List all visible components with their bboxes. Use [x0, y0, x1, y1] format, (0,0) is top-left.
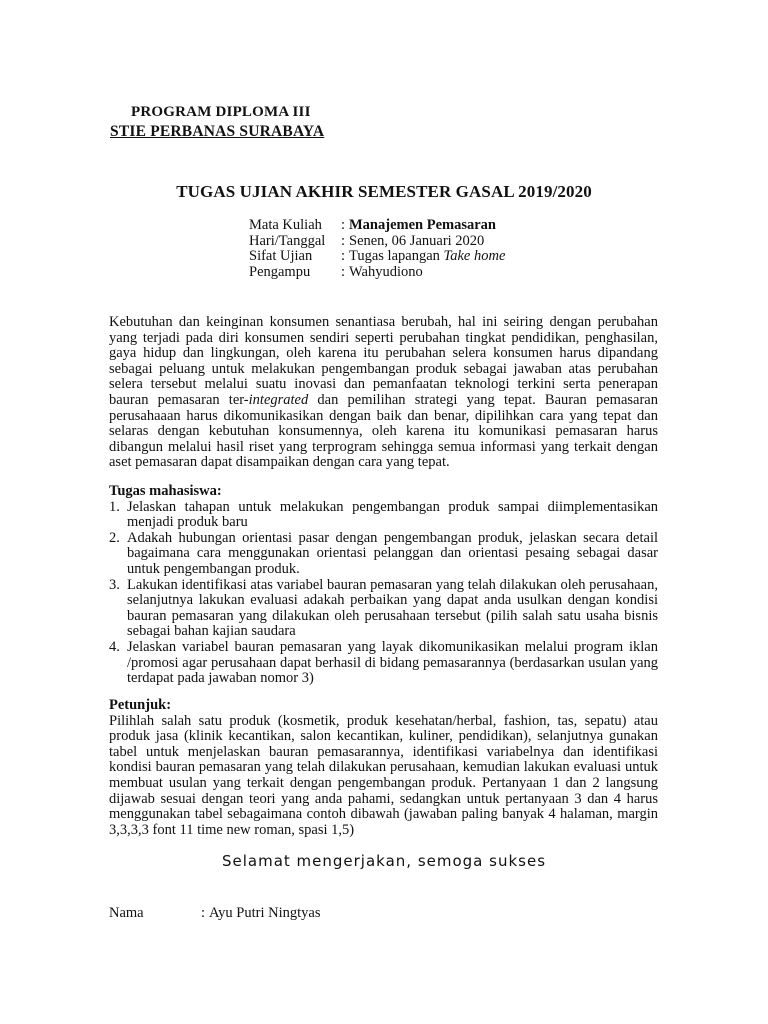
exam-date: Senen, 06 Januari 2020: [349, 232, 485, 249]
exam-info-label: Mata Kuliah: [249, 217, 322, 233]
intro-text-italic: integrated: [248, 391, 309, 408]
program-name: PROGRAM DIPLOMA III: [131, 104, 311, 120]
exam-info-separator: :: [341, 263, 346, 280]
intro-text-part2: dan pemilihan strategi yang tepat. Bauran pemasaran perusahaaan harus dikomunikasikan dengan baik dan benar, dipilihkan cara yang tepat dan selaras dengan kebutuhan konsumennya, oleh karena itu komunikasi pemasaran harus dibangun melalui hasil riset yang terprogram sehingga semua informasi yang terkait dengan aset pemasaran dapat disampaikan dengan cara yang tepat.: [109, 391, 658, 471]
exam-type: [349, 249, 505, 265]
tasks-section: [109, 484, 658, 687]
list-item-text: Jelaskan variabel bauran pemasaran yang layak dikomunikasikan melalui program iklan /promosi agar perusahaan dapat berhasil di bidang pemasarannya (berdasarkan usulan yang terdapat pada jawaban nomor 3): [127, 638, 658, 687]
intro-text-part1: Kebutuhan dan keinginan konsumen senantiasa berubah, hal ini seiring dengan perubahan yang terjadi pada diri konsumen sendiri seperti perubahan tingkat pendidikan, penghasilan, gaya hidup dan lingkungan, oleh karena itu perubahan selera konsumen harus dipandang sebagai peluang untuk melakukan pengembangan produk sebagai jawaban atas perubahan selera tersebut melalui suatu inovasi dan pemanfaatan teknologi terkini serta penerapan bauran pemasaran ter-: [109, 314, 658, 408]
list-item-text: Jelaskan tahapan untuk melakukan pengembangan produk sampai diimplementasikan menjadi produk baru: [127, 498, 658, 531]
student-name-separator: :: [201, 905, 206, 921]
exam-info-separator: :: [341, 232, 346, 249]
list-item: [109, 500, 658, 531]
student-name-label: Nama: [109, 905, 144, 921]
exam-info-label: Pengampu: [249, 263, 311, 280]
list-item-text: Lakukan identifikasi atas variabel bauran pemasaran yang telah dilakukan oleh perusahaan, selanjutnya lakukan evaluasi adakah perbaikan yang dapat anda usulkan dengan kondisi bauran pemasaran yang dilakukan oleh perusahaan tersebut (pilih salah satu usaha bisnis sebagai bahan kajian saudara: [127, 576, 658, 640]
student-name-value: Ayu Putri Ningtyas: [209, 905, 321, 921]
list-item: [109, 640, 658, 687]
hints-section: [109, 698, 658, 838]
list-item: [109, 531, 658, 578]
student-name-row: [109, 905, 320, 922]
lecturer-name: Wahyudiono: [349, 263, 423, 280]
institution-header: [110, 103, 324, 141]
exam-type-italic: Take home: [443, 248, 506, 264]
exam-info-row: [249, 249, 505, 265]
list-item: [109, 578, 658, 640]
hints-heading: Petunjuk:: [109, 697, 172, 713]
document-title: TUGAS UJIAN AKHIR SEMESTER GASAL 2019/2020: [176, 182, 592, 201]
list-item-number: 2.: [109, 529, 120, 546]
exam-info-label: Sifat Ujian: [249, 248, 313, 264]
exam-info-row: [249, 265, 505, 281]
tasks-heading: Tugas mahasiswa:: [109, 483, 222, 499]
list-item-number: 1.: [109, 498, 120, 515]
intro-text: [109, 315, 658, 471]
course-name: Manajemen Pemasaran: [349, 217, 496, 233]
exam-info-row: [249, 234, 505, 250]
exam-info-separator: :: [341, 217, 346, 233]
list-item-number: 4.: [109, 638, 120, 655]
tasks-list: [109, 500, 658, 687]
intro-paragraph: [109, 315, 658, 471]
exam-info-separator: :: [341, 248, 346, 264]
list-item-text: Adakah hubungan orientasi pasar dengan pengembangan produk, jelaskan secara detail bagaimana cara menggunakan orientasi pelanggan dan orientasi pesaing sebagai dasar untuk pengembangan produk.: [127, 529, 658, 577]
institution-name: STIE PERBANAS SURABAYA: [110, 123, 325, 140]
closing-message: Selamat mengerjakan, semoga sukses: [221, 852, 547, 870]
exam-info-label: Hari/Tanggal: [249, 232, 326, 249]
list-item-number: 3.: [109, 576, 120, 593]
exam-info-table: [249, 218, 505, 280]
hints-text: Pilihlah salah satu produk (kosmetik, produk kesehatan/herbal, fashion, tas, sepatu) atau produk jasa (klinik kecantikan, salon kecantikan, kuliner, pendidikan), selanjutnya gunakan tabel untuk menjelaskan bauran pemasarannya, identifikasi variabelnya dan identifikasi kondisi bauran pemasaran yang telah dilakukan perusahaan, kemudian lakukan evaluasi untuk membuat usulan yang terkait dengan pengembangan produk. Pertanyaan 1 dan 2 langsung dijawab sesuai dengan teori yang anda pahami, sedangkan untuk pertanyaan 3 dan 4 harus menggunakan tabel sebagaimana contoh dibawah (jawaban paling banyak 4 halaman, margin 3,3,3,3 font 11 time new roman, spasi 1,5): [109, 712, 658, 838]
exam-type-text: Tugas lapangan: [349, 248, 444, 264]
exam-info-row: [249, 218, 505, 234]
